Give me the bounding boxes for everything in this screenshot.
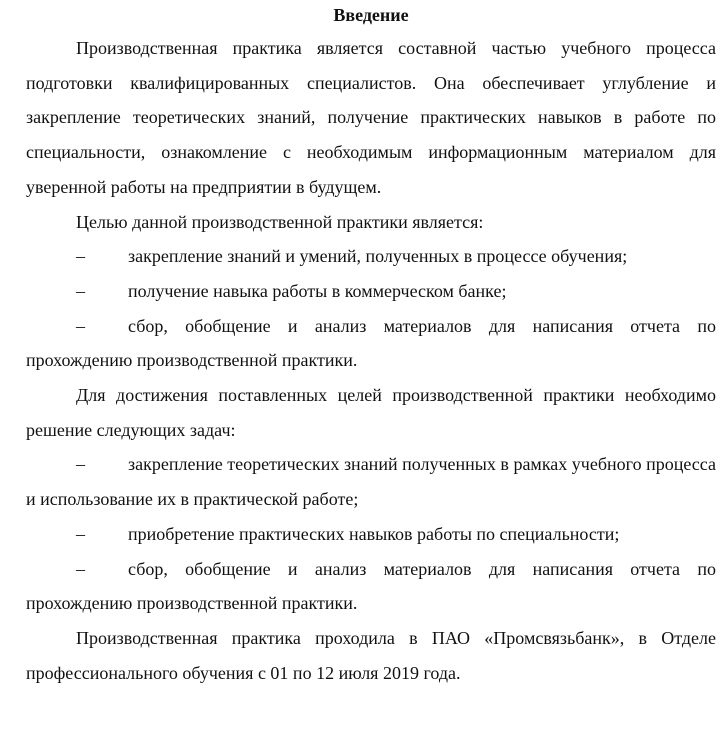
goal-item bbox=[26, 274, 716, 309]
dash-marker: – bbox=[76, 246, 85, 267]
goal-item-text: получение навыка работы в коммерческом банке; bbox=[128, 280, 507, 301]
closing-paragraph: Производственная практика проходила в ПАО «Промсвязьбанк», в Отделе профессионального обучения с 01 по 12 июля 2019 года. bbox=[26, 627, 716, 683]
goal-item-text: сбор, обобщение и анализ материалов для написания отчета по прохождению производственной практики. bbox=[26, 315, 716, 371]
task-item-text: приобретение практических навыков работы по специальности; bbox=[128, 523, 620, 544]
dash-marker: – bbox=[76, 280, 85, 301]
task-item bbox=[26, 552, 716, 621]
goal-item-text: закрепление знаний и умений, полученных в процессе обучения; bbox=[128, 246, 628, 267]
task-item bbox=[26, 447, 716, 516]
intro-paragraph: Производственная практика является составной частью учебного процесса подготовки квалифицированных специалистов. Она обеспечивает углубление и закрепление теоретических знаний, получение практических навыков в работе по специальности, ознакомление с необходимым информационным материалом для уверенной работы на предприятии в будущем. bbox=[26, 38, 716, 197]
dash-marker: – bbox=[76, 454, 85, 475]
goal-item bbox=[26, 309, 716, 378]
tasks-heading: Для достижения поставленных целей производственной практики необходимо решение следующих задач: bbox=[26, 385, 716, 440]
goal-heading: Целью данной производственной практики является: bbox=[76, 211, 484, 232]
dash-marker: – bbox=[76, 523, 85, 544]
dash-marker: – bbox=[76, 558, 85, 579]
goal-item bbox=[26, 239, 716, 274]
dash-marker: – bbox=[76, 315, 85, 336]
task-item-text: сбор, обобщение и анализ материалов для написания отчета по прохождению производственной практики. bbox=[26, 558, 716, 614]
task-item-text: закрепление теоретических знаний полученных в рамках учебного процесса и использование их в практической работе; bbox=[26, 454, 716, 510]
task-item bbox=[26, 517, 716, 552]
document-page bbox=[0, 5, 728, 738]
document-title: Введение bbox=[333, 5, 409, 25]
